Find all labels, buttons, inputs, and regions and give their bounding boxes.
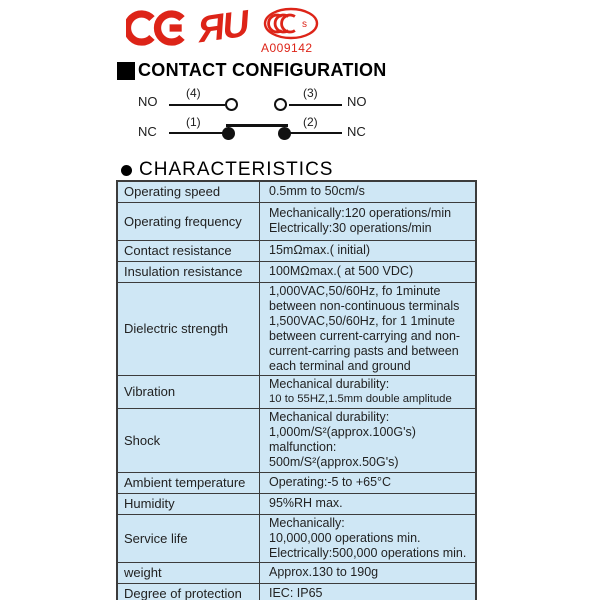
value-line: 500m/S²(approx.50G's) [269, 455, 399, 469]
row-label: Humidity [117, 493, 260, 514]
row-label: Contact resistance [117, 240, 260, 261]
row-label: Service life [117, 514, 260, 562]
row-value [260, 261, 477, 282]
row-value [260, 583, 477, 600]
bridge-bar [226, 124, 288, 127]
characteristics-table [116, 180, 477, 600]
value-line: Electrically:500,000 operations min. [269, 545, 467, 560]
row-label: Degree of protection [117, 583, 260, 600]
row-value [260, 282, 477, 375]
table-row [117, 514, 476, 562]
value-line: 100MΩmax.( at 500 VDC) [269, 264, 414, 278]
row-value [260, 181, 477, 202]
table-row [117, 240, 476, 261]
row-label: Shock [117, 408, 260, 472]
open-contact-icon [274, 98, 287, 111]
value-line: 1,000VAC,50/60Hz, fo 1minute [269, 283, 441, 298]
no-right-label: NO [347, 94, 367, 109]
row-label: Operating speed [117, 181, 260, 202]
row-value [260, 562, 477, 583]
value-line: Mechanically: [269, 515, 345, 530]
row-value [260, 472, 477, 493]
value-line: 10 to 55HZ,1.5mm double amplitude [269, 392, 452, 405]
value-line: IEC: IP65 [269, 585, 323, 600]
heading-text: CONTACT CONFIGURATION [138, 60, 387, 80]
row-value [260, 514, 477, 562]
value-line: 95%RH max. [269, 496, 343, 510]
row-label: Vibration [117, 375, 260, 408]
row-label: weight [117, 562, 260, 583]
value-line: 10,000,000 operations min. [269, 530, 421, 545]
contact-line [169, 132, 225, 134]
round-bullet-icon [121, 165, 132, 176]
table-row [117, 282, 476, 375]
value-line: malfunction: [269, 440, 337, 454]
terminal-3-label: (3) [303, 86, 318, 100]
terminal-1-label: (1) [186, 115, 201, 129]
value-line: 1,000m/S²(approx.100G's) [269, 425, 416, 439]
svg-text:s: s [302, 19, 307, 30]
value-line: Mechanical durability: [269, 376, 390, 391]
row-value [260, 375, 477, 408]
nc-left-label: NC [138, 124, 157, 139]
row-label: Operating frequency [117, 202, 260, 240]
contact-diagram [0, 0, 600, 160]
value-line: 0.5mm to 50cm/s [269, 184, 365, 199]
characteristics-heading [121, 159, 333, 181]
row-label: Ambient temperature [117, 472, 260, 493]
closed-contact-icon [222, 127, 235, 140]
table-row [117, 562, 476, 583]
value-line: 15mΩmax.( initial) [269, 243, 371, 257]
no-left-label: NO [138, 94, 158, 109]
value-line: Operating:-5 to +65°C [269, 475, 392, 489]
row-value [260, 408, 477, 472]
value-line: Electrically:30 operations/min [269, 221, 432, 235]
contact-line [169, 104, 225, 106]
table-row [117, 181, 476, 202]
table-row [117, 261, 476, 282]
row-value [260, 493, 477, 514]
table-row [117, 493, 476, 514]
table-row [117, 375, 476, 408]
terminal-4-label: (4) [186, 86, 201, 100]
nc-right-label: NC [347, 124, 366, 139]
value-line: Mechanical durability: [269, 410, 390, 424]
ul-recognized-mark-icon: ЯU [197, 2, 249, 51]
row-label: Dielectric strength [117, 282, 260, 375]
value-line: between non-continuous terminals [269, 298, 460, 313]
table-row [117, 583, 476, 600]
row-label: Insulation resistance [117, 261, 260, 282]
value-line: between current-carrying and non- [269, 328, 461, 343]
open-contact-icon [225, 98, 238, 111]
value-line: each terminal and ground [269, 358, 411, 373]
ccc-certificate-number: A009142 [261, 41, 313, 55]
heading-text: CHARACTERISTICS [139, 159, 334, 180]
value-line: 1,500VAC,50/60Hz, for 1 1minute [269, 313, 455, 328]
table-row [117, 472, 476, 493]
table-row [117, 408, 476, 472]
contact-line [289, 104, 342, 106]
row-value [260, 240, 477, 261]
contact-line [289, 132, 342, 134]
table-row [117, 202, 476, 240]
value-line: Approx.130 to 190g [269, 565, 379, 579]
value-line: Mechanically:120 operations/min [269, 206, 452, 220]
terminal-2-label: (2) [303, 115, 318, 129]
row-value [260, 202, 477, 240]
value-line: current-carring pasts and between [269, 343, 459, 358]
